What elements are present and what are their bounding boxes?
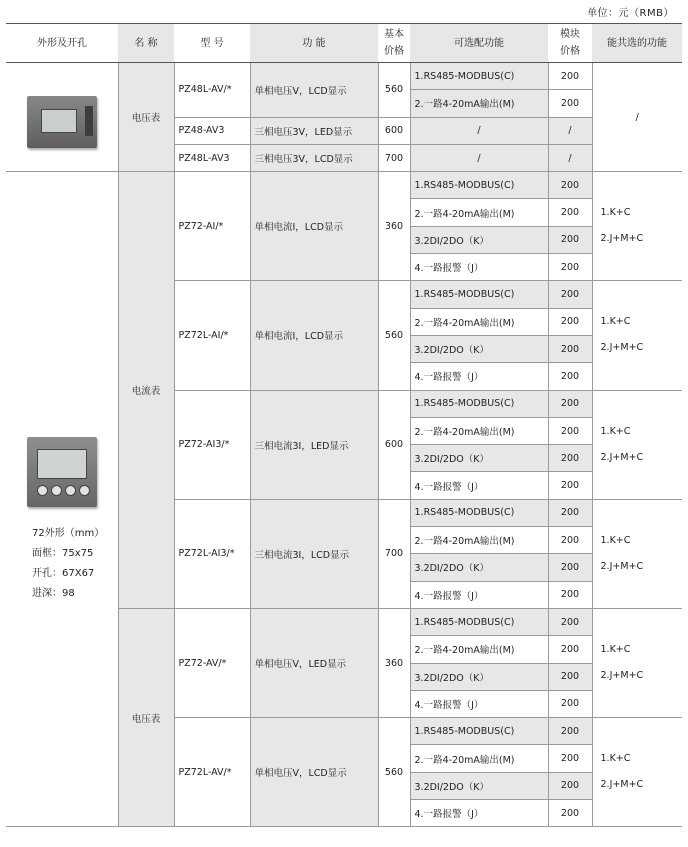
category-name: 电流表 [118, 172, 174, 609]
module-price-cell: / [548, 144, 592, 171]
combined-cell: / [592, 63, 682, 172]
option-cell: 4.一路报警（J） [410, 690, 548, 717]
table-row [6, 172, 682, 199]
function-cell: 单相电流I，LCD显示 [250, 172, 378, 281]
option-cell: 4.一路报警（J） [410, 254, 548, 281]
combined-item: 2.J+M+C [600, 670, 644, 682]
module-price-cell: 200 [548, 608, 592, 635]
option-cell: 4.一路报警（J） [410, 581, 548, 608]
meter-terminal [85, 106, 93, 136]
header-model: 型 号 [174, 24, 250, 63]
module-price-cell: 200 [548, 554, 592, 581]
meter-screen [41, 109, 77, 133]
table-row [6, 63, 682, 90]
model-cell: PZ48L-AV3 [174, 144, 250, 171]
combined-cell [592, 281, 682, 390]
combined-list [597, 309, 679, 361]
combined-list [597, 200, 679, 252]
header-base-price-l2: 价格 [384, 46, 404, 57]
module-price-cell: / [548, 117, 592, 144]
option-cell: 1.RS485-MODBUS(C) [410, 499, 548, 526]
option-cell: 3.2DI/2DO（K） [410, 663, 548, 690]
combined-item: 1.K+C [600, 534, 631, 546]
module-price-cell: 200 [548, 335, 592, 362]
combined-list [597, 637, 679, 689]
header-function: 功 能 [250, 24, 378, 63]
base-price-cell: 560 [378, 63, 410, 118]
dimension-specs [10, 524, 114, 604]
option-cell: 2.一路4-20mA输出(M) [410, 308, 548, 335]
combined-item: 2.J+M+C [600, 560, 644, 572]
function-cell: 单相电压V，LCD显示 [250, 718, 378, 827]
option-cell: 2.一路4-20mA输出(M) [410, 199, 548, 226]
combined-item: 2.J+M+C [600, 451, 644, 463]
base-price-cell: 560 [378, 281, 410, 390]
base-price-cell: 360 [378, 608, 410, 717]
base-price-cell: 700 [378, 144, 410, 171]
module-price-cell: 200 [548, 690, 592, 717]
function-cell: 单相电流I，LCD显示 [250, 281, 378, 390]
module-price-cell: 200 [548, 390, 592, 417]
module-price-cell: 200 [548, 745, 592, 772]
combined-item: 1.K+C [600, 207, 631, 219]
option-cell: 3.2DI/2DO（K） [410, 554, 548, 581]
module-price-cell: 200 [548, 172, 592, 199]
option-cell: 2.一路4-20mA输出(M) [410, 636, 548, 663]
combined-item: 1.K+C [600, 644, 631, 656]
module-price-cell: 200 [548, 772, 592, 799]
spec-depth: 进深：98 [32, 587, 75, 599]
module-price-cell: 200 [548, 63, 592, 90]
module-price-cell: 200 [548, 472, 592, 499]
function-cell: 三相电压3V，LED显示 [250, 117, 378, 144]
module-price-cell: 200 [548, 636, 592, 663]
function-cell: 单相电压V，LED显示 [250, 608, 378, 717]
module-price-cell: 200 [548, 527, 592, 554]
option-cell: 4.一路报警（J） [410, 363, 548, 390]
option-cell: 4.一路报警（J） [410, 472, 548, 499]
option-cell: 3.2DI/2DO（K） [410, 226, 548, 253]
option-cell: 1.RS485-MODBUS(C) [410, 718, 548, 745]
option-cell: 3.2DI/2DO（K） [410, 772, 548, 799]
module-price-cell: 200 [548, 90, 592, 117]
combined-cell [592, 608, 682, 717]
module-price-cell: 200 [548, 417, 592, 444]
module-price-cell: 200 [548, 499, 592, 526]
model-cell: PZ48-AV3 [174, 117, 250, 144]
module-price-cell: 200 [548, 581, 592, 608]
meter-button [51, 485, 62, 496]
combined-cell [592, 172, 682, 281]
function-cell: 三相电压3V，LCD显示 [250, 144, 378, 171]
device-48-image-cell [6, 63, 118, 172]
option-cell: 3.2DI/2DO（K） [410, 445, 548, 472]
option-cell: 3.2DI/2DO（K） [410, 335, 548, 362]
meter-button [65, 485, 76, 496]
module-price-cell: 200 [548, 199, 592, 226]
module-price-cell: 200 [548, 663, 592, 690]
model-cell: PZ72-AV/* [174, 608, 250, 717]
category-name: 电压表 [118, 63, 174, 172]
header-base-price-l1: 基本 [384, 29, 404, 40]
base-price-cell: 600 [378, 117, 410, 144]
module-price-cell: 200 [548, 363, 592, 390]
module-price-cell: 200 [548, 281, 592, 308]
option-cell: 4.一路报警（J） [410, 800, 548, 827]
combined-list [597, 528, 679, 580]
model-cell: PZ72L-AI/* [174, 281, 250, 390]
base-price-cell: 560 [378, 718, 410, 827]
combined-item: 2.J+M+C [600, 233, 644, 245]
module-price-cell: 200 [548, 718, 592, 745]
device-72-image-cell [6, 172, 118, 827]
option-cell: 1.RS485-MODBUS(C) [410, 63, 548, 90]
option-cell: 2.一路4-20mA输出(M) [410, 417, 548, 444]
function-cell: 单相电压V，LCD显示 [250, 63, 378, 118]
option-cell: 1.RS485-MODBUS(C) [410, 608, 548, 635]
combined-item: 1.K+C [600, 425, 631, 437]
option-cell: 1.RS485-MODBUS(C) [410, 390, 548, 417]
header-combined: 能共选的功能 [592, 24, 682, 63]
function-cell: 三相电流3I，LCD显示 [250, 499, 378, 608]
header-appearance: 外形及开孔 [6, 24, 118, 63]
spec-cutout: 开孔：67X67 [32, 567, 95, 579]
combined-cell [592, 499, 682, 608]
option-cell: 2.一路4-20mA输出(M) [410, 527, 548, 554]
header-row [6, 24, 682, 63]
header-optional: 可选配功能 [410, 24, 548, 63]
meter-48-image [27, 96, 97, 148]
function-cell: 三相电流3I，LED显示 [250, 390, 378, 499]
option-cell: 2.一路4-20mA输出(M) [410, 90, 548, 117]
header-module-price [548, 24, 592, 63]
combined-item: 2.J+M+C [600, 342, 644, 354]
combined-cell [592, 390, 682, 499]
combined-item: 1.K+C [600, 753, 631, 765]
meter-screen [37, 449, 87, 479]
price-table [6, 23, 682, 827]
combined-item: 2.J+M+C [600, 779, 644, 791]
header-module-price-l2: 价格 [560, 46, 580, 57]
option-cell: / [410, 144, 548, 171]
unit-label: 单位：元（RMB） [587, 8, 674, 19]
header-name: 名 称 [118, 24, 174, 63]
header-base-price [378, 24, 410, 63]
model-cell: PZ72L-AI3/* [174, 499, 250, 608]
meter-button [79, 485, 90, 496]
model-cell: PZ72L-AV/* [174, 718, 250, 827]
model-cell: PZ72-AI3/* [174, 390, 250, 499]
option-cell: 2.一路4-20mA输出(M) [410, 745, 548, 772]
option-cell: 1.RS485-MODBUS(C) [410, 281, 548, 308]
module-price-cell: 200 [548, 226, 592, 253]
module-price-cell: 200 [548, 445, 592, 472]
combined-list [597, 419, 679, 471]
module-price-cell: 200 [548, 254, 592, 281]
base-price-cell: 700 [378, 499, 410, 608]
combined-item: 1.K+C [600, 316, 631, 328]
module-price-cell: 200 [548, 800, 592, 827]
model-cell: PZ72-AI/* [174, 172, 250, 281]
spec-title: 72外形（mm） [32, 527, 105, 539]
base-price-cell: 360 [378, 172, 410, 281]
meter-72-image [27, 437, 97, 507]
option-cell: 1.RS485-MODBUS(C) [410, 172, 548, 199]
model-cell: PZ48L-AV/* [174, 63, 250, 118]
base-price-cell: 600 [378, 390, 410, 499]
module-price-cell: 200 [548, 308, 592, 335]
category-name: 电压表 [118, 608, 174, 826]
meter-button [37, 485, 48, 496]
option-cell: / [410, 117, 548, 144]
combined-list [597, 746, 679, 798]
combined-cell [592, 718, 682, 827]
spec-frame: 面框：75x75 [32, 547, 94, 559]
header-module-price-l1: 模块 [560, 29, 580, 40]
